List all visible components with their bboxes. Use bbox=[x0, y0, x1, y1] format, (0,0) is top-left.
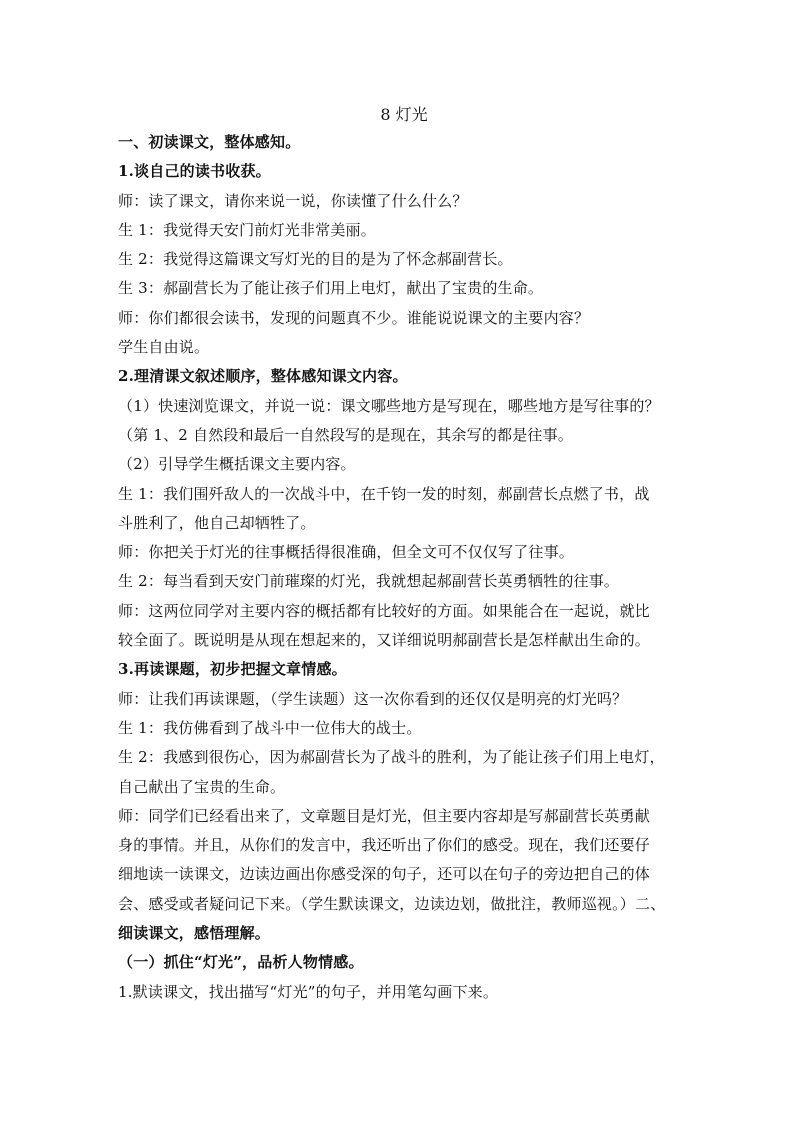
document-body bbox=[118, 128, 688, 1007]
section-heading: （一）抓住“灯光”，品析人物情感。 bbox=[118, 953, 364, 972]
text-line: 师：你们都很会读书，发现的问题真不少。谁能说说课文的主要内容？ bbox=[118, 308, 590, 327]
text-line: 1.默读课文，找出描写“灯光”的句子，并用笔勾画下来。 bbox=[118, 982, 499, 1001]
text-line: 自己献出了宝贵的生命。 bbox=[118, 777, 286, 796]
text-line: 较全面了。既说明是从现在想起来的，又详细说明郝副营长是怎样献出生命的。 bbox=[118, 631, 651, 650]
text-line: 师：让我们再读课题，（学生读题）这一次你看到的还仅仅是明亮的灯光吗？ bbox=[118, 689, 628, 708]
text-line: 生 1：我仿佛看到了战斗中一位伟大的战士。 bbox=[118, 718, 422, 737]
text-line: 斗胜利了，他自己却牺牲了。 bbox=[118, 513, 316, 532]
text-line: （1）快速浏览课文，并说一说：课文哪些地方是写现在，哪些地方是写往事的？ bbox=[118, 396, 660, 415]
text-line: （第 1、2 自然段和最后一自然段写的是现在，其余写的都是往事。 bbox=[118, 425, 574, 444]
document-page bbox=[118, 101, 688, 1007]
text-line: 师：这两位同学对主要内容的概括都有比较好的方面。如果能合在一起说，就比 bbox=[118, 601, 651, 620]
text-line: 生 1：我们围歼敌人的一次战斗中，在千钧一发的时刻，郝副营长点燃了书，战 bbox=[118, 484, 650, 503]
section-heading: 1.谈自己的读书收获。 bbox=[118, 162, 271, 181]
text-line: 生 3：郝副营长为了能让孩子们用上电灯，献出了宝贵的生命。 bbox=[118, 279, 544, 298]
text-line: 学生自由说。 bbox=[118, 338, 210, 357]
document-title: 8 灯光 bbox=[380, 105, 428, 124]
text-line: 生 2：每当看到天安门前璀璨的灯光，我就想起郝副营长英勇牺牲的往事。 bbox=[118, 572, 620, 591]
text-line: 会、感受或者疑问记下来。（学生默读课文，边读边划，做批注，教师巡视。）二、 bbox=[118, 894, 666, 913]
text-line: 生 2：我感到很伤心，因为郝副营长为了战斗的胜利，为了能让孩子们用上电灯， bbox=[118, 748, 665, 767]
text-line: （2）引导学生概括课文主要内容。 bbox=[118, 455, 356, 474]
text-line: 师：读了课文，请你来说一说，你读懂了什么什么？ bbox=[118, 191, 468, 210]
text-line: 师：你把关于灯光的往事概括得很准确，但全文可不仅仅写了往事。 bbox=[118, 543, 575, 562]
section-heading: 3.再读课题，初步把握文章情感。 bbox=[118, 660, 347, 679]
section-heading: 2.理清课文叙述顺序，整体感知课文内容。 bbox=[118, 367, 408, 386]
section-heading: 细读课文，感悟理解。 bbox=[118, 924, 271, 943]
text-line: 细地读一读课文，边读边画出你感受深的句子，还可以在句子的旁边把自己的体 bbox=[118, 865, 651, 884]
section-heading: 一、初读课文，整体感知。 bbox=[118, 133, 301, 151]
text-line: 身的事情。并且，从你们的发言中，我还听出了你们的感受。现在，我们还要仔 bbox=[118, 836, 651, 855]
text-line: 师：同学们已经看出来了，文章题目是灯光，但主要内容却是写郝副营长英勇献 bbox=[118, 806, 651, 825]
text-line: 生 2：我觉得这篇课文写灯光的目的是为了怀念郝副营长。 bbox=[118, 250, 513, 269]
text-line: 生 1：我觉得天安门前灯光非常美丽。 bbox=[118, 220, 376, 239]
